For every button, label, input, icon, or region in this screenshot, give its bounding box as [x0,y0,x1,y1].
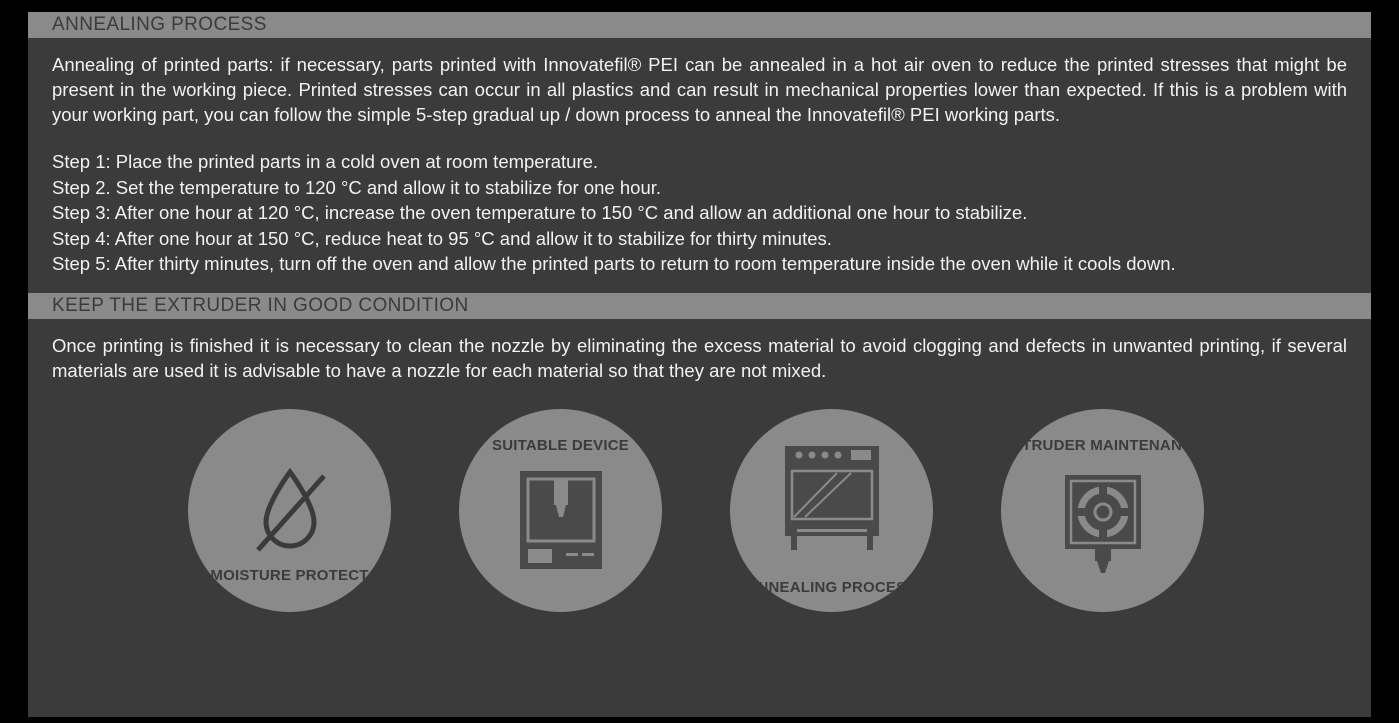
annealing-paragraph: Annealing of printed parts: if necessary, parts printed with Innovatefil® PEI can be annealed in a hot air oven to reduce the printed stresses that might be present in the working piece. Printed stresses can occur in all plastics and can result in mechanical properties lower than expected. If this is a problem with your working part, you can follow the simple 5-step gradual up / down process to anneal the Innovatefil® PEI working parts. [52,54,1347,125]
section-header-annealing: ANNEALING PROCESS [28,12,1371,38]
list-item: Step 1: Place the printed parts in a cold oven at room temperature. [52,151,599,172]
suitable-device-badge [459,409,662,612]
suitable-device-icon [506,461,616,581]
annealing-process-badge [730,409,933,612]
list-item: Step 2. Set the temperature to 120 °C and allow it to stabilize for one hour. [52,176,662,198]
section-spacer [28,277,1371,293]
list-item: Step 3: After one hour at 120 °C, increase the oven temperature to 150 °C and allow an additional one hour to stabilize. [52,202,1028,223]
annealing-process-label: ANNEALING PROCESS [746,578,917,596]
icon-badges-row [28,383,1371,612]
extruder-maintenance-icon [1043,463,1163,583]
annealing-steps-list [28,127,1371,277]
oven-icon [767,438,897,558]
list-item: Step 5: After thirty minutes, turn off the oven and allow the printed parts to return to room temperature inside the oven while it cools down. [52,253,1176,274]
suitable-device-label: SUITABLE DEVICE [492,436,629,454]
moisture-protect-label: MOISTURE PROTECT [210,566,369,584]
moisture-protect-badge [188,409,391,612]
moisture-protect-icon [230,450,350,570]
extruder-maintenance-label: EXTRUDER MAINTENANCE [1001,436,1204,454]
document-inner [28,12,1371,717]
extruder-maintenance-badge [1001,409,1204,612]
list-item: Step 4: After one hour at 150 °C, reduce heat to 95 °C and allow it to stabilize for thirty minutes. [52,227,832,249]
extruder-paragraph: Once printing is finished it is necessary to clean the nozzle by eliminating the excess material to avoid clogging and defects in unwanted printing, if several materials are used it is advisable to have a nozzle for each material so that they are not mixed. [52,334,1347,381]
section-header-extruder: KEEP THE EXTRUDER IN GOOD CONDITION [28,293,1371,319]
